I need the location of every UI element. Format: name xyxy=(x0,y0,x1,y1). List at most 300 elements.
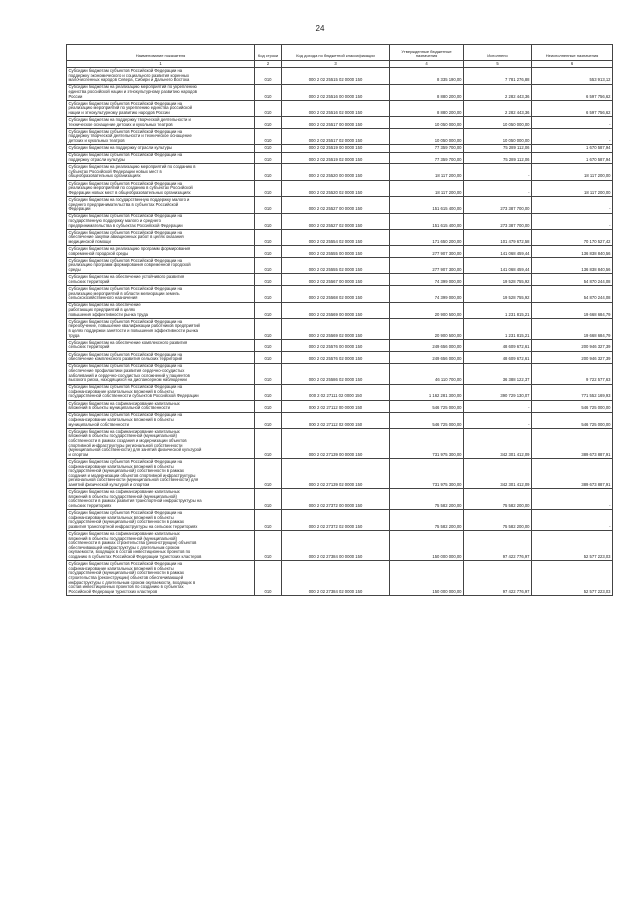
row-name-line: поддержку экономического и социального развития коренных xyxy=(68,72,190,78)
table-body xyxy=(67,68,613,596)
table-row xyxy=(67,117,613,129)
row-unexecuted-amount: 52 577 223,03 xyxy=(532,531,613,561)
row-unexecuted-amount: 546 725 000,00 xyxy=(532,400,613,412)
row-income-code: 000 2 02 25517 00 0000 150 xyxy=(282,117,390,129)
row-approved-amount: 151 615 400,00 xyxy=(390,197,464,213)
row-name-line: вложений в объекты государственной (муниципальной) xyxy=(68,535,177,541)
row-unexecuted-amount: 54 870 244,08 xyxy=(532,274,613,286)
row-name-line: Субсидии бюджетам субъектов Российской Федерации на xyxy=(68,351,183,357)
row-name-line: среды xyxy=(68,267,81,273)
row-name-line: труда xyxy=(68,332,80,338)
row-approved-amount: 74 399 000,00 xyxy=(390,286,464,302)
row-income-code: 000 2 02 25554 02 0000 150 xyxy=(282,229,390,245)
row-approved-amount: 8 335 190,00 xyxy=(390,68,464,84)
table-row xyxy=(67,246,613,258)
table-row xyxy=(67,400,613,412)
column-number: 2 xyxy=(255,60,282,68)
row-name-line: Субсидии бюджетам субъектов Российской Федерации на xyxy=(68,561,183,567)
row-income-code: 000 2 02 25527 00 0000 150 xyxy=(282,197,390,213)
row-name-line: предпринимательства в субъектах Российской Федерации xyxy=(68,222,183,228)
row-executed-amount: 2 282 443,36 xyxy=(464,100,532,116)
row-income-code: 000 2 02 25527 02 0000 150 xyxy=(282,213,390,229)
row-name-line: обеспечивающей инфраструктуры с длительным сроком xyxy=(68,544,180,550)
row-name-line: собственности в рамках развития транспортной инфраструктуры на xyxy=(68,498,202,504)
row-executed-amount: 36 388 122,37 xyxy=(464,363,532,384)
row-approved-amount: 8 880 200,00 xyxy=(390,100,464,116)
row-name-line: реализацию мероприятий в области мелиорации земель xyxy=(68,290,180,296)
row-income-code: 000 2 02 25567 00 0000 150 xyxy=(282,274,390,286)
row-approved-amount: 171 650 200,00 xyxy=(390,229,464,245)
row-unexecuted-amount: - xyxy=(532,129,613,145)
row-name-cell xyxy=(67,363,255,384)
row-name-line: Субсидии бюджетам субъектов Российской Федерации на xyxy=(68,318,183,324)
row-name-line: Субсидии бюджетам субъектов Российской Федерации на xyxy=(68,128,183,134)
row-unexecuted-amount: 6 597 756,62 xyxy=(532,100,613,116)
row-approved-amount: 20 900 500,00 xyxy=(390,319,464,340)
row-income-code: 000 2 02 27112 02 0000 150 xyxy=(282,412,390,428)
row-name-line: собственности в рамках строительства (реконструкции) объектов xyxy=(68,540,197,546)
row-unexecuted-amount: 9 722 577,63 xyxy=(532,363,613,384)
row-name-line: развития транспортной инфраструктуры на сельских территориях xyxy=(68,523,198,529)
row-unexecuted-amount: 19 668 684,79 xyxy=(532,319,613,340)
row-name-line: вложений в объекты государственной (муниципальной) xyxy=(68,433,177,439)
row-income-code: 000 2 02 25555 00 0000 150 xyxy=(282,246,390,258)
row-line-code: 010 xyxy=(255,100,282,116)
row-income-code: 000 2 02 25569 00 0000 150 xyxy=(282,302,390,318)
row-name-cell xyxy=(67,459,255,489)
row-executed-amount: 97 422 776,97 xyxy=(464,561,532,596)
row-approved-amount: 20 900 500,00 xyxy=(390,302,464,318)
row-name-line: Субсидии бюджетам субъектов Российской Федерации на xyxy=(68,67,183,73)
row-name-line: Субсидии бюджетам на софинансирование капитальных xyxy=(68,400,180,406)
row-name-cell xyxy=(67,384,255,400)
row-executed-amount: - xyxy=(464,180,532,196)
row-name-line: Субсидии бюджетам субъектов Российской Федерации на xyxy=(68,257,183,263)
row-name-line: софинансирование капитальных вложений в объекты xyxy=(68,514,174,520)
row-unexecuted-amount: 389 673 887,91 xyxy=(532,429,613,459)
row-unexecuted-amount: - xyxy=(532,213,613,229)
row-name-line: техническое оснащение детских и кукольных театров xyxy=(68,121,173,127)
row-executed-amount: 1 231 815,21 xyxy=(464,302,532,318)
row-executed-amount: - xyxy=(464,164,532,180)
row-executed-amount: 273 387 700,00 xyxy=(464,197,532,213)
row-name-line: Субсидии бюджетам на реализацию мероприятий по укреплению xyxy=(68,84,197,90)
row-name-line: государственной собственности субъектов Российской Федерации xyxy=(68,393,199,399)
column-number-row xyxy=(67,60,613,68)
column-number: 5 xyxy=(464,60,532,68)
table-row xyxy=(67,351,613,363)
row-income-code: 000 2 02 25569 02 0000 150 xyxy=(282,319,390,340)
column-header-executed: Исполнено xyxy=(464,45,532,61)
row-unexecuted-amount: 136 838 840,56 xyxy=(532,246,613,258)
row-income-code: 000 2 02 25519 00 0000 150 xyxy=(282,145,390,152)
row-name-cell xyxy=(67,164,255,180)
row-executed-amount: 342 301 412,09 xyxy=(464,459,532,489)
row-income-code: 000 2 02 27139 02 0000 150 xyxy=(282,459,390,489)
row-name-line: детских и кукольных театров xyxy=(68,138,125,144)
row-name-cell xyxy=(67,319,255,340)
row-line-code: 010 xyxy=(255,384,282,400)
row-executed-amount: 7 781 276,88 xyxy=(464,68,532,84)
row-name-line: вложений в объекты государственной (муниципальной) xyxy=(68,493,177,499)
table-row xyxy=(67,213,613,229)
table-row xyxy=(67,302,613,318)
row-executed-amount: 10 050 000,00 xyxy=(464,129,532,145)
row-name-line: Субсидии бюджетам субъектов Российской Федерации на xyxy=(68,510,183,516)
row-income-code: 000 2 02 27372 00 0000 150 xyxy=(282,489,390,510)
row-income-code: 000 2 02 25586 02 0000 150 xyxy=(282,363,390,384)
row-line-code: 010 xyxy=(255,561,282,596)
row-line-code: 010 xyxy=(255,459,282,489)
row-income-code: 000 2 02 27111 02 0000 150 xyxy=(282,384,390,400)
row-approved-amount: 77 359 700,00 xyxy=(390,152,464,164)
row-income-code: 000 2 02 25517 02 0000 150 xyxy=(282,129,390,145)
row-name-cell xyxy=(67,180,255,196)
row-name-line: Субсидии бюджетам на софинансирование капитальных xyxy=(68,428,180,434)
row-executed-amount: - xyxy=(464,412,532,428)
row-executed-amount: 390 729 130,07 xyxy=(464,384,532,400)
row-name-line: реализацию программ формирования современной городской xyxy=(68,262,191,268)
row-name-cell xyxy=(67,351,255,363)
row-name-line: обеспечение комплексного развития сельских территорий xyxy=(68,356,182,362)
row-name-cell xyxy=(67,246,255,258)
row-approved-amount: 74 399 000,00 xyxy=(390,274,464,286)
row-unexecuted-amount: - xyxy=(532,489,613,510)
row-name-line: сельских территорий xyxy=(68,278,110,284)
row-approved-amount: 77 359 700,00 xyxy=(390,145,464,152)
row-line-code: 010 xyxy=(255,351,282,363)
row-unexecuted-amount: 200 946 327,39 xyxy=(532,339,613,351)
page-number: 24 xyxy=(315,24,325,33)
row-line-code: 010 xyxy=(255,152,282,164)
row-unexecuted-amount: 54 870 244,08 xyxy=(532,286,613,302)
row-name-line: среднего предпринимательства в субъектах Российской xyxy=(68,201,179,207)
row-line-code: 010 xyxy=(255,145,282,152)
row-executed-amount: 19 528 755,92 xyxy=(464,274,532,286)
row-name-line: нации и этнокультурному развитию народов России xyxy=(68,109,170,115)
row-name-line: (муниципальной собственности) для занятий физической культурой xyxy=(68,447,202,453)
row-name-cell xyxy=(67,302,255,318)
row-income-code: 000 2 02 27384 00 0000 150 xyxy=(282,531,390,561)
column-header-unexecuted: Неисполненные назначения xyxy=(532,45,613,61)
table-row xyxy=(67,384,613,400)
column-header-name: Наименование показателя xyxy=(67,45,255,61)
row-name-line: России xyxy=(68,93,83,99)
row-name-line: Субсидии бюджетам на обеспечение комплексного развития xyxy=(68,339,188,345)
row-executed-amount: 141 068 459,44 xyxy=(464,258,532,274)
row-approved-amount: 8 880 200,00 xyxy=(390,84,464,100)
row-name-line: медицинской помощи xyxy=(68,238,111,244)
row-name-line: обеспечение закупки авиационных работ в целях оказания xyxy=(68,234,184,240)
row-name-cell xyxy=(67,286,255,302)
row-line-code: 010 xyxy=(255,258,282,274)
row-name-line: Субсидии бюджетам на реализацию программ формирования xyxy=(68,246,191,252)
row-income-code: 000 2 02 25519 02 0000 150 xyxy=(282,152,390,164)
row-name-cell xyxy=(67,152,255,164)
row-line-code: 010 xyxy=(255,412,282,428)
row-name-line: Субсидии бюджетам субъектов Российской Федерации на xyxy=(68,384,183,390)
row-unexecuted-amount: 136 838 840,56 xyxy=(532,258,613,274)
row-name-line: Субсидии бюджетам субъектов Российской Федерации на xyxy=(68,152,183,158)
row-name-line: софинансирование капитальных вложений в объекты xyxy=(68,388,174,394)
row-name-line: сельских территориях xyxy=(68,502,112,508)
table-row xyxy=(67,180,613,196)
budget-execution-table xyxy=(66,44,613,596)
row-name-line: Субсидии бюджетам на софинансирование капитальных xyxy=(68,489,180,495)
row-line-code: 010 xyxy=(255,68,282,84)
row-approved-amount: 75 582 200,00 xyxy=(390,489,464,510)
row-unexecuted-amount: 553 913,12 xyxy=(532,68,613,84)
row-line-code: 010 xyxy=(255,197,282,213)
row-approved-amount: 731 975 300,00 xyxy=(390,459,464,489)
row-executed-amount: 75 582 200,00 xyxy=(464,510,532,531)
row-executed-amount: 141 068 459,44 xyxy=(464,246,532,258)
row-name-cell xyxy=(67,145,255,152)
row-name-line: субъектах Российской Федерации новых мест в xyxy=(68,168,162,174)
row-executed-amount: 75 289 112,06 xyxy=(464,152,532,164)
row-unexecuted-amount: - xyxy=(532,510,613,531)
row-unexecuted-amount: 1 670 587,94 xyxy=(532,145,613,152)
row-name-line: государственную поддержку малого и среднего xyxy=(68,217,161,223)
row-name-line: муниципальной собственности xyxy=(68,421,129,427)
row-name-line: создания и модернизации объектов спортивной инфраструктуры xyxy=(68,472,196,478)
row-line-code: 010 xyxy=(255,400,282,412)
row-income-code: 000 2 02 27112 00 0000 150 xyxy=(282,400,390,412)
row-name-line: реализацию мероприятий по созданию в субъектах Российской xyxy=(68,185,193,191)
row-income-code: 000 2 02 25515 02 0000 150 xyxy=(282,68,390,84)
table-row xyxy=(67,510,613,531)
row-name-line: региональной собственности (муниципальной собственности) для xyxy=(68,477,199,483)
row-name-cell xyxy=(67,400,255,412)
table-row xyxy=(67,429,613,459)
row-name-line: Субсидии бюджетам на государственную поддержку малого и xyxy=(68,196,190,202)
table-row xyxy=(67,197,613,213)
row-name-line: софинансирование капитальных вложений в объекты xyxy=(68,463,174,469)
row-name-line: окупаемости, входящих в состав инвестиционных проектов по xyxy=(68,549,191,555)
table-row xyxy=(67,129,613,145)
table-row xyxy=(67,274,613,286)
table-row xyxy=(67,84,613,100)
table-row xyxy=(67,258,613,274)
row-approved-amount: 18 117 200,00 xyxy=(390,164,464,180)
row-name-cell xyxy=(67,258,255,274)
row-approved-amount: 150 000 000,00 xyxy=(390,561,464,596)
row-name-cell xyxy=(67,100,255,116)
row-unexecuted-amount: 18 117 200,00 xyxy=(532,164,613,180)
row-executed-amount: 101 479 672,58 xyxy=(464,229,532,245)
row-name-line: высокого риска, находящихся на диспансерном наблюдении xyxy=(68,377,187,383)
row-name-line: созданию в субъектах Российской Федерации туристских кластеров xyxy=(68,554,202,560)
row-executed-amount: 75 582 200,00 xyxy=(464,489,532,510)
row-name-line: поддержку отрасли культуры xyxy=(68,157,125,163)
table-row xyxy=(67,459,613,489)
row-executed-amount: 75 289 112,06 xyxy=(464,145,532,152)
row-line-code: 010 xyxy=(255,363,282,384)
table-row xyxy=(67,339,613,351)
row-name-line: Федерации xyxy=(68,206,91,212)
row-name-line: Субсидии бюджетам субъектов Российской Федерации на xyxy=(68,412,183,418)
table-row xyxy=(67,319,613,340)
table-row xyxy=(67,145,613,152)
row-name-cell xyxy=(67,510,255,531)
table-row xyxy=(67,68,613,84)
row-line-code: 010 xyxy=(255,302,282,318)
row-name-line: общеобразовательных организациях xyxy=(68,173,141,179)
row-approved-amount: 46 110 700,00 xyxy=(390,363,464,384)
row-name-line: государственной (муниципальной) собственности в рамках xyxy=(68,468,185,474)
row-name-line: реализацию мероприятий по укреплению единства российской xyxy=(68,105,192,111)
row-name-line: Субсидии бюджетам субъектов Российской Федерации на xyxy=(68,180,183,186)
row-approved-amount: 546 725 000,00 xyxy=(390,400,464,412)
row-line-code: 010 xyxy=(255,164,282,180)
row-name-line: в целях поддержки занятости и повышения эффективности рынка xyxy=(68,327,199,333)
row-name-line: современной городской среды xyxy=(68,250,129,256)
row-approved-amount: 277 907 300,00 xyxy=(390,258,464,274)
row-income-code: 000 2 02 25520 00 0000 150 xyxy=(282,164,390,180)
table-row xyxy=(67,561,613,596)
row-income-code: 000 2 02 25516 02 0000 150 xyxy=(282,100,390,116)
column-header-income-code: Код дохода по бюджетной классификации xyxy=(282,45,390,61)
row-income-code: 000 2 02 25555 02 0000 150 xyxy=(282,258,390,274)
table-row xyxy=(67,164,613,180)
row-name-line: Субсидии бюджетам субъектов Российской Федерации на xyxy=(68,100,183,106)
row-line-code: 010 xyxy=(255,339,282,351)
row-name-line: спортивной инфраструктуры региональной собственности xyxy=(68,442,183,448)
row-unexecuted-amount: 70 170 527,42 xyxy=(532,229,613,245)
row-line-code: 010 xyxy=(255,429,282,459)
row-line-code: 010 xyxy=(255,229,282,245)
row-line-code: 010 xyxy=(255,180,282,196)
table-row xyxy=(67,100,613,116)
row-income-code: 000 2 02 25576 02 0000 150 xyxy=(282,351,390,363)
row-name-line: Субсидии бюджетам субъектов Российской Федерации на xyxy=(68,286,183,292)
row-name-cell xyxy=(67,84,255,100)
column-header-approved: Утвержденные бюджетные назначения xyxy=(390,45,464,61)
table-row xyxy=(67,531,613,561)
row-name-cell xyxy=(67,229,255,245)
row-line-code: 010 xyxy=(255,489,282,510)
column-number: 3 xyxy=(282,60,390,68)
row-line-code: 010 xyxy=(255,319,282,340)
row-unexecuted-amount: 6 597 756,62 xyxy=(532,84,613,100)
column-number: 1 xyxy=(67,60,255,68)
row-name-cell xyxy=(67,213,255,229)
row-unexecuted-amount: 771 552 169,93 xyxy=(532,384,613,400)
row-name-line: поддержку творческой деятельности и техническое оснащение xyxy=(68,133,192,139)
row-executed-amount: - xyxy=(464,400,532,412)
row-name-line: обеспечение профилактики развития сердечно-сосудистых xyxy=(68,367,185,373)
row-unexecuted-amount: - xyxy=(532,197,613,213)
row-name-line: сельскохозяйственного назначения xyxy=(68,295,138,301)
row-name-cell xyxy=(67,561,255,596)
row-name-line: софинансирование капитальных вложений в объекты xyxy=(68,565,174,571)
row-line-code: 010 xyxy=(255,274,282,286)
table-row xyxy=(67,412,613,428)
row-name-line: Федерации новых мест в общеобразовательных организациях xyxy=(68,189,191,195)
row-name-cell xyxy=(67,68,255,84)
row-name-line: повышения эффективности рынка труда xyxy=(68,311,148,317)
table-row xyxy=(67,363,613,384)
row-line-code: 010 xyxy=(255,213,282,229)
row-unexecuted-amount: 389 673 887,91 xyxy=(532,459,613,489)
row-approved-amount: 249 656 000,00 xyxy=(390,351,464,363)
row-name-cell xyxy=(67,429,255,459)
row-name-line: Российской Федерации туристских кластеров xyxy=(68,588,158,594)
row-name-line: Субсидии бюджетам на софинансирование капитальных xyxy=(68,531,180,537)
row-name-line: инфраструктуры с длительным сроком окупаемости, входящих в xyxy=(68,579,196,585)
row-executed-amount: 2 282 443,36 xyxy=(464,84,532,100)
row-name-line: Субсидии бюджетам на поддержку отрасли культуры xyxy=(68,145,173,151)
row-executed-amount: 97 422 776,97 xyxy=(464,531,532,561)
row-name-line: государственной (муниципальной) собственности в рамках xyxy=(68,570,185,576)
row-unexecuted-amount: 18 117 200,00 xyxy=(532,180,613,196)
row-approved-amount: 10 050 000,00 xyxy=(390,117,464,129)
row-name-cell xyxy=(67,274,255,286)
row-income-code: 000 2 02 25576 00 0000 150 xyxy=(282,339,390,351)
row-line-code: 010 xyxy=(255,286,282,302)
row-name-cell xyxy=(67,197,255,213)
column-number: 6 xyxy=(532,60,613,68)
row-approved-amount: 1 162 281 300,00 xyxy=(390,384,464,400)
row-name-line: Субсидии бюджетам субъектов Российской Федерации на xyxy=(68,458,183,464)
row-executed-amount: 19 528 755,92 xyxy=(464,286,532,302)
row-approved-amount: 10 050 000,00 xyxy=(390,129,464,145)
row-name-line: и спортом xyxy=(68,451,89,457)
row-name-line: Субсидии бюджетам на обеспечение xyxy=(68,302,141,308)
column-number: 4 xyxy=(390,60,464,68)
table-row xyxy=(67,229,613,245)
row-income-code: 000 2 02 27372 02 0000 150 xyxy=(282,510,390,531)
column-header-line-code: Код строки xyxy=(255,45,282,61)
row-executed-amount: 10 050 000,00 xyxy=(464,117,532,129)
row-line-code: 010 xyxy=(255,117,282,129)
row-approved-amount: 731 975 300,00 xyxy=(390,429,464,459)
row-line-code: 010 xyxy=(255,129,282,145)
row-unexecuted-amount: 19 668 684,79 xyxy=(532,302,613,318)
row-name-line: Субсидии бюджетам субъектов Российской Федерации на xyxy=(68,229,183,235)
row-income-code: 000 2 02 25568 02 0000 150 xyxy=(282,286,390,302)
row-name-line: Субсидии бюджетам субъектов Российской Федерации на xyxy=(68,363,183,369)
row-name-cell xyxy=(67,412,255,428)
row-name-line: переобучение, повышение квалификации работников предприятий xyxy=(68,323,200,329)
row-income-code: 000 2 02 27139 00 0000 150 xyxy=(282,429,390,459)
row-name-cell xyxy=(67,489,255,510)
row-name-cell xyxy=(67,117,255,129)
row-name-line: государственной (муниципальной) собственности в рамках xyxy=(68,519,185,525)
row-income-code: 000 2 02 25516 00 0000 150 xyxy=(282,84,390,100)
row-unexecuted-amount: 1 670 587,94 xyxy=(532,152,613,164)
row-approved-amount: 75 582 200,00 xyxy=(390,510,464,531)
row-approved-amount: 18 117 200,00 xyxy=(390,180,464,196)
row-name-line: единства российской нации и этнокультурному развитию народов xyxy=(68,88,198,94)
row-name-line: строительства (реконструкции) объектов обеспечивающей xyxy=(68,575,184,581)
row-income-code: 000 2 02 27384 02 0000 150 xyxy=(282,561,390,596)
row-executed-amount: 273 387 700,00 xyxy=(464,213,532,229)
row-name-line: собственности в рамках создания и модернизации объектов xyxy=(68,438,187,444)
row-executed-amount: 1 231 815,21 xyxy=(464,319,532,340)
row-name-line: занятий физической культурой и спортом xyxy=(68,481,150,487)
row-name-line: Субсидии бюджетам на поддержку творческой деятельности и xyxy=(68,117,191,123)
row-executed-amount: 342 301 412,09 xyxy=(464,429,532,459)
row-name-cell xyxy=(67,129,255,145)
row-approved-amount: 277 907 300,00 xyxy=(390,246,464,258)
row-approved-amount: 150 000 000,00 xyxy=(390,531,464,561)
row-unexecuted-amount: 200 946 327,39 xyxy=(532,351,613,363)
row-name-line: сельских территорий xyxy=(68,344,110,350)
row-line-code: 010 xyxy=(255,84,282,100)
table-row xyxy=(67,286,613,302)
row-name-cell xyxy=(67,339,255,351)
